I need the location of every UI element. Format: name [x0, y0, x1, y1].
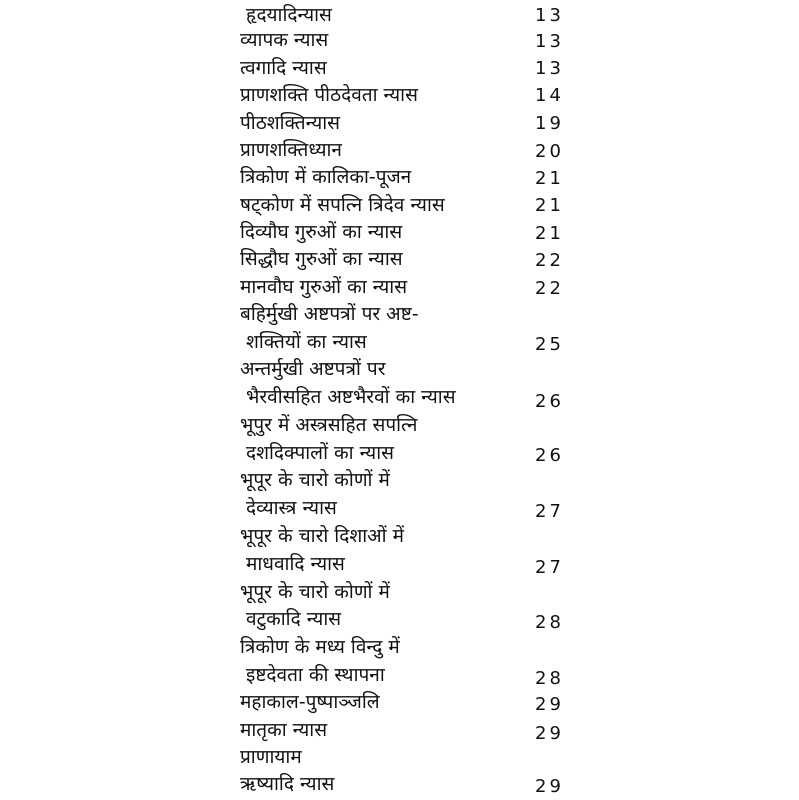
entry-title-line: देव्यास्त्र न्यास: [246, 497, 337, 519]
entry-page-number: 14: [535, 85, 564, 106]
entry-title-line: षट्कोण में सपत्नि त्रिदेव न्यास: [240, 194, 445, 216]
entry-page-number: 21: [535, 223, 564, 244]
entry-title-line: भूपुर में अस्त्रसहित सपत्नि: [240, 414, 418, 436]
entry-title-line: हृदयादिन्यास: [246, 4, 332, 26]
entry-title-line: भूपूर के चारो दिशाओं में: [240, 525, 404, 547]
entry-page-number: 27: [535, 557, 564, 578]
entry-title-line: त्वगादि न्यास: [240, 57, 327, 79]
entry-page-number: 13: [535, 5, 564, 26]
entry-title-line: इष्टदेवता की स्थापना: [246, 664, 385, 686]
entry-title-line: शक्तियों का न्यास: [246, 331, 367, 353]
entry-page-number: 28: [535, 668, 564, 689]
entry-title-line: बहिर्मुखी अष्टपत्रों पर अष्ट-: [240, 303, 419, 325]
entry-page-number: 29: [535, 723, 564, 744]
entry-page-number: 27: [535, 501, 564, 522]
entry-page-number: 25: [535, 334, 564, 355]
entry-title-line: भूपूर के चारो कोणों में: [240, 581, 390, 603]
entry-page-number: 29: [535, 776, 564, 797]
entry-title-line: प्राणशक्ति पीठदेवता न्यास: [240, 84, 418, 106]
entry-page-number: 22: [535, 250, 564, 271]
entry-title-line: मानवौघ गुरुओं का न्यास: [240, 276, 408, 298]
entry-title-line: प्राणशक्तिध्यान: [240, 139, 342, 161]
entry-title-line: व्यापक न्यास: [240, 29, 329, 51]
entry-page-number: 13: [535, 31, 564, 52]
entry-page-number: 28: [535, 612, 564, 633]
entry-title-line: वटुकादि न्यास: [246, 608, 342, 630]
entry-page-number: 13: [535, 58, 564, 79]
entry-title-line: दशदिक्पालों का न्यास: [246, 442, 394, 464]
entry-page-number: 21: [535, 168, 564, 189]
entry-page-number: 29: [535, 694, 564, 715]
entry-title-line: माधवादि न्यास: [246, 553, 345, 575]
entry-title-line: भूपूर के चारो कोणों में: [240, 469, 390, 491]
entry-title-line: त्रिकोण के मध्य विन्दु में: [240, 636, 400, 658]
entry-title-line: पीठशक्तिन्यास: [240, 112, 340, 134]
entry-title-line: सिद्धौघ गुरुओं का न्यास: [240, 248, 403, 270]
entry-title-line: दिव्यौघ गुरुओं का न्यास: [240, 221, 403, 243]
entry-page-number: 22: [535, 278, 564, 299]
entry-title-line: मातृका न्यास: [240, 719, 328, 741]
entry-page-number: 21: [535, 195, 564, 216]
entry-title-line: ऋष्यादि न्यास: [240, 773, 335, 795]
entry-title-line: अन्तर्मुखी अष्टपत्रों पर: [240, 358, 386, 380]
entry-title-line: भैरवीसहित अष्टभैरवों का न्यास: [246, 386, 456, 408]
entry-page-number: 20: [535, 141, 564, 162]
entry-title-line: महाकाल-पुष्पाञ्जलि: [240, 691, 380, 713]
entry-page-number: 26: [535, 445, 564, 466]
entry-title-line: त्रिकोण में कालिका-पूजन: [240, 166, 412, 188]
entry-title-line: प्राणायाम: [240, 746, 302, 768]
entry-page-number: 19: [535, 113, 564, 134]
entry-page-number: 26: [535, 391, 564, 412]
